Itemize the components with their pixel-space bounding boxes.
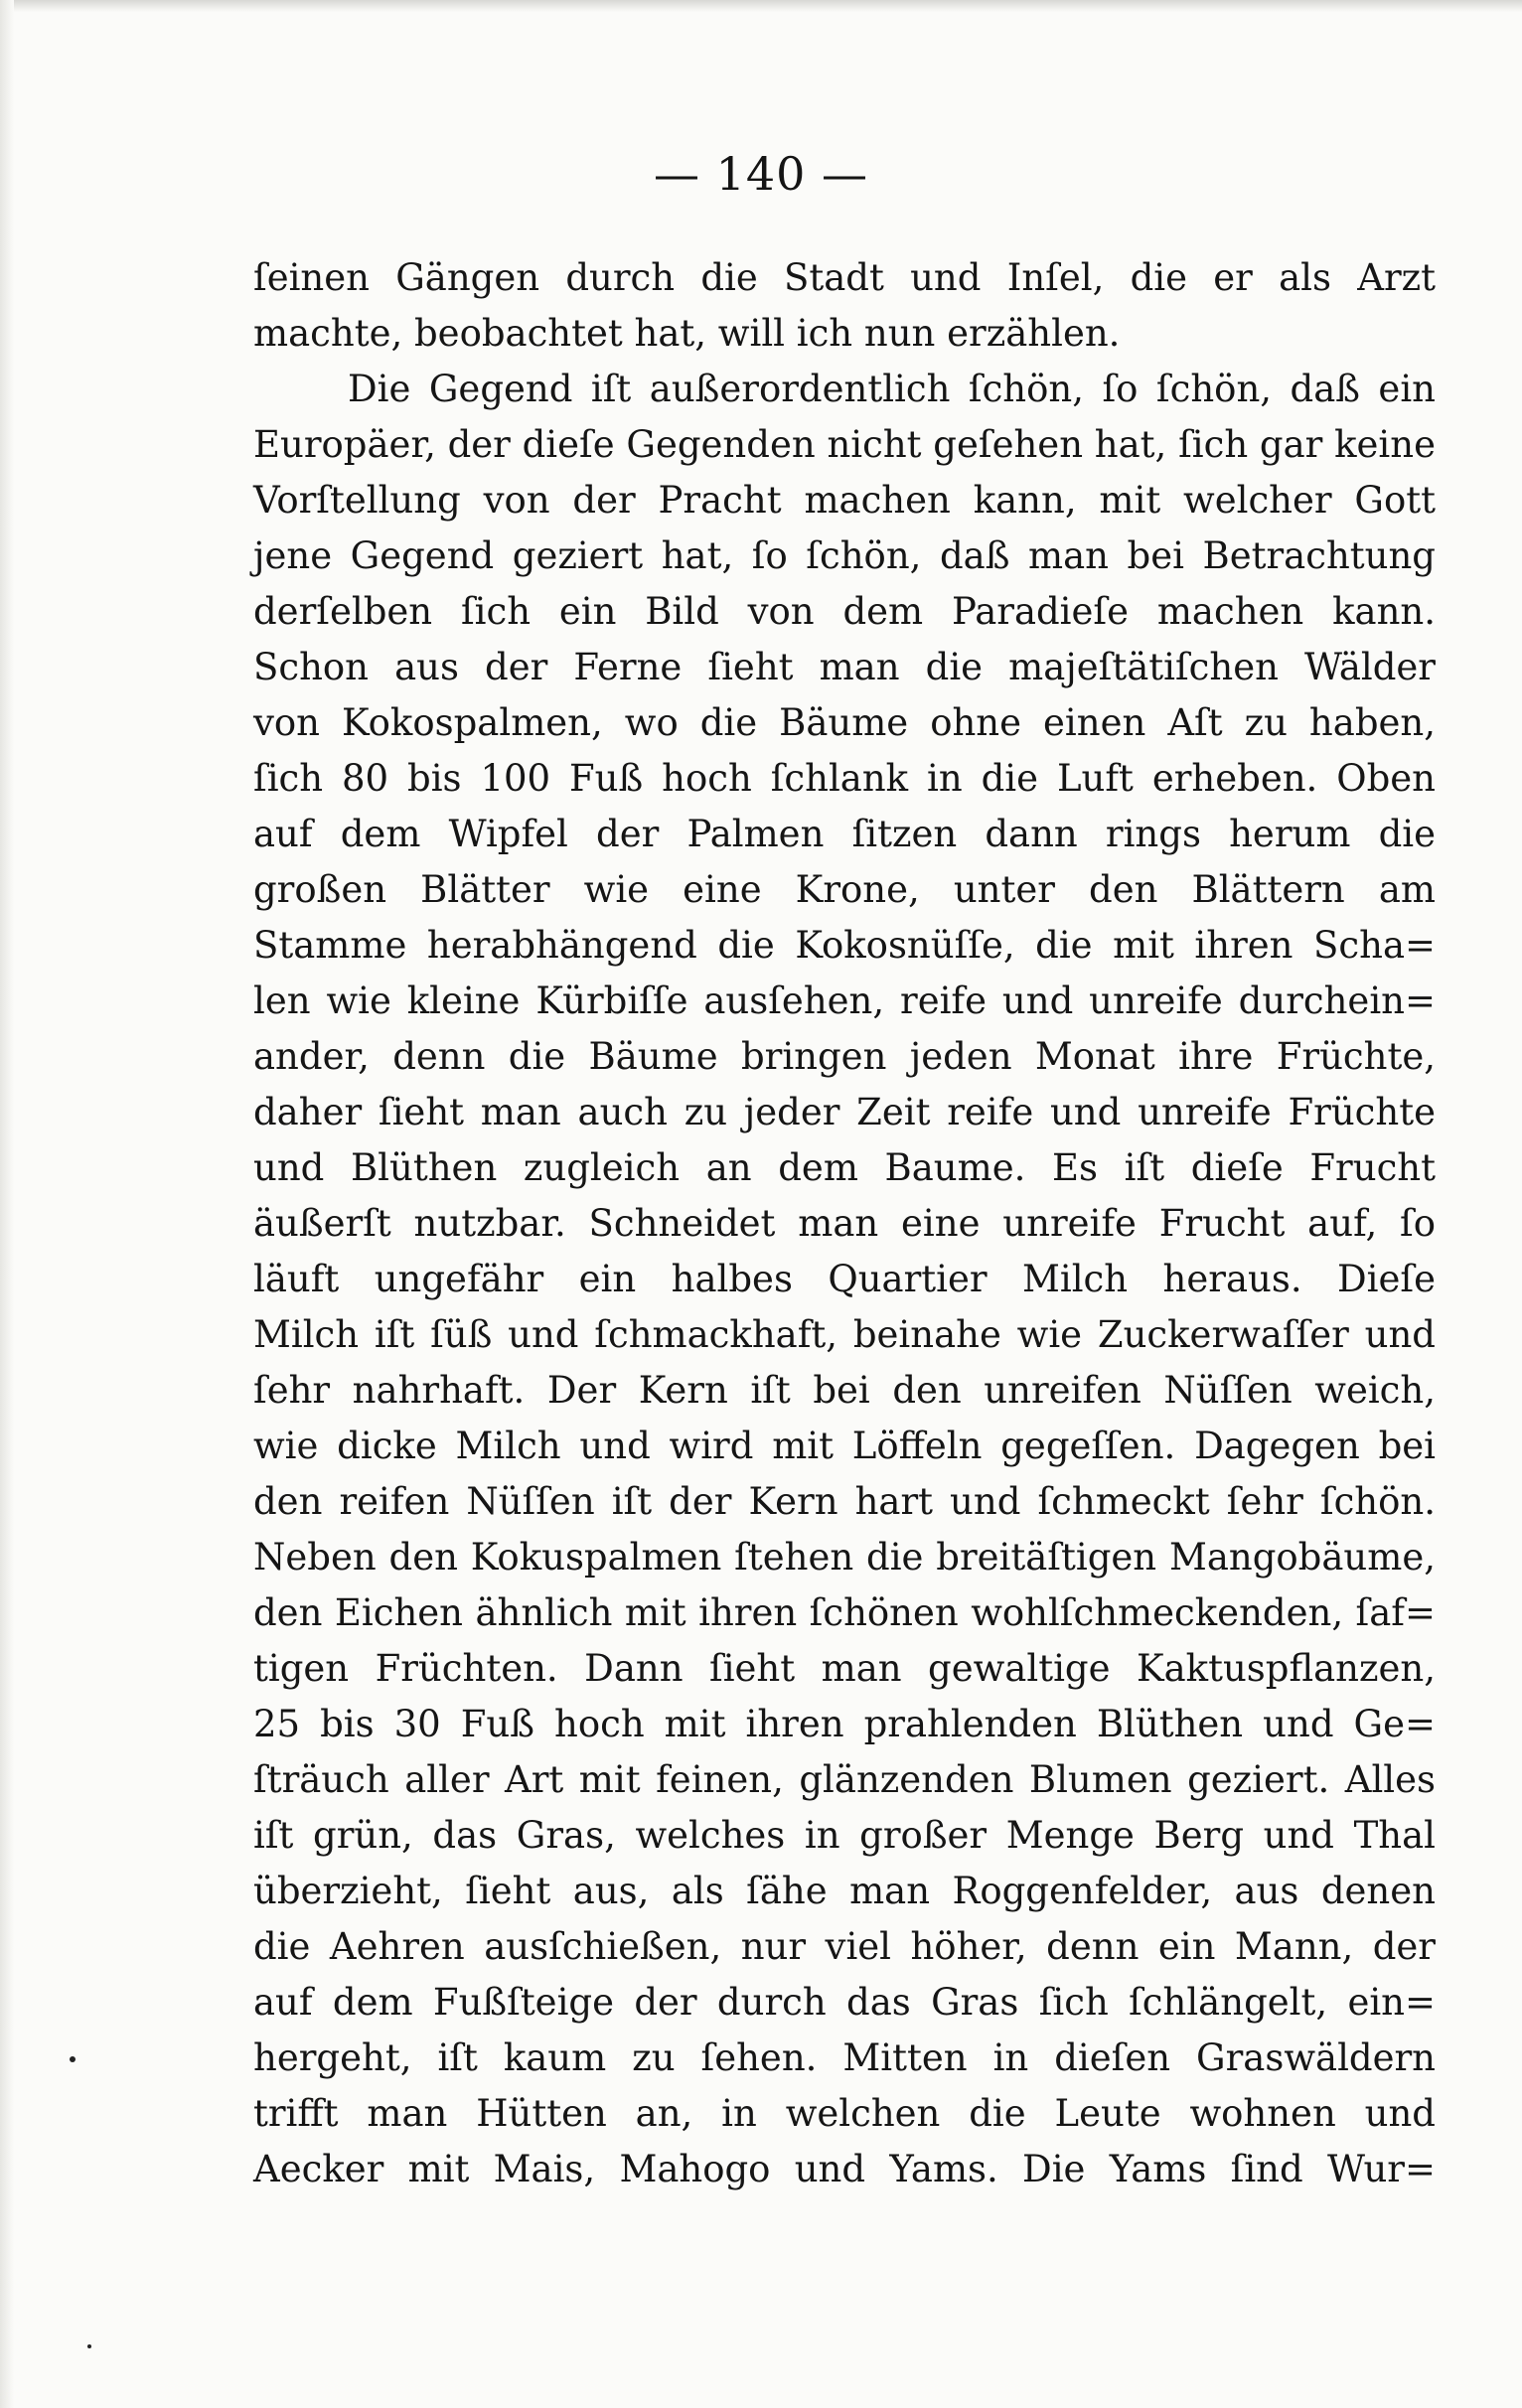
text-line: äußerſt nutzbar. Schneidet man eine unreife Frucht auf, ſo <box>253 1202 1436 1245</box>
text-line: und Blüthen zugleich an dem Baume. Es iſt dieſe Frucht <box>253 1146 1436 1189</box>
text-line: Stamme herabhängend die Kokosnüſſe, die mit ihren Scha= <box>253 924 1436 967</box>
text-line: auf dem Fußſteige der durch das Gras ſich ſchlängelt, ein= <box>253 1981 1436 2024</box>
text-line: daher ſieht man auch zu jeder Zeit reife und unreife Früchte <box>253 1091 1436 1133</box>
page-number: — 140 — <box>653 147 869 201</box>
text-line: auf dem Wipfel der Palmen ſitzen dann rings herum die <box>253 813 1436 855</box>
text-line: Aecker mit Mais, Mahogo und Yams. Die Yams ſind Wur= <box>253 2148 1436 2190</box>
text-line: Europäer, der dieſe Gegenden nicht geſehen hat, ſich gar keine <box>253 423 1436 466</box>
page-left-edge-shadow <box>0 0 14 2408</box>
text-line: machte, beobachtet hat, will ich nun erzählen. <box>253 312 1121 355</box>
text-line: den reifen Nüſſen iſt der Kern hart und ſchmeckt ſehr ſchön. <box>253 1480 1436 1523</box>
paragraph-first-line: Die Gegend iſt außerordentlich ſchön, ſo ſchön, daß ein <box>348 368 1436 410</box>
text-line: len wie kleine Kürbiſſe ausſehen, reife und unreife durchein= <box>253 979 1436 1022</box>
ink-speck <box>70 2056 76 2062</box>
text-line: iſt grün, das Gras, welches in großer Menge Berg und Thal <box>253 1814 1436 1857</box>
text-line: ſeinen Gängen durch die Stadt und Inſel, die er als Arzt <box>253 256 1436 299</box>
text-line: derſelben ſich ein Bild von dem Paradieſe machen kann. <box>253 590 1436 633</box>
text-line: ſich 80 bis 100 Fuß hoch ſchlank in die Luft erheben. Oben <box>253 757 1436 800</box>
text-line: Milch iſt ſüß und ſchmackhaft, beinahe wie Zuckerwaſſer und <box>253 1313 1436 1356</box>
text-line: tigen Früchten. Dann ſieht man gewaltige Kaktuspflanzen, <box>253 1647 1436 1690</box>
text-line: wie dicke Milch und wird mit Löffeln gegeſſen. Dagegen bei <box>253 1425 1436 1467</box>
text-line: 25 bis 30 Fuß hoch mit ihren prahlenden Blüthen und Ge= <box>253 1703 1436 1745</box>
text-line: Neben den Kokuspalmen ſtehen die breitäſtigen Mangobäume, <box>253 1536 1436 1579</box>
text-line: die Aehren ausſchießen, nur viel höher, denn ein Mann, der <box>253 1925 1436 1968</box>
text-line: den Eichen ähnlich mit ihren ſchönen wohlſchmeckenden, ſaf= <box>253 1591 1436 1634</box>
text-line: ander, denn die Bäume bringen jeden Monat ihre Früchte, <box>253 1035 1436 1078</box>
text-line: Schon aus der Ferne ſieht man die majeſtätiſchen Wälder <box>253 646 1436 688</box>
text-line: jene Gegend geziert hat, ſo ſchön, daß man bei Betrachtung <box>253 534 1436 577</box>
text-line: hergeht, iſt kaum zu ſehen. Mitten in dieſen Graswäldern <box>253 2036 1436 2079</box>
text-line: ſehr nahrhaft. Der Kern iſt bei den unreifen Nüſſen weich, <box>253 1369 1436 1412</box>
text-line: großen Blätter wie eine Krone, unter den Blättern am <box>253 868 1436 911</box>
text-line: Vorſtellung von der Pracht machen kann, mit welcher Gott <box>253 479 1436 522</box>
page-top-edge-shadow <box>0 0 1522 12</box>
body-text <box>253 250 1436 2197</box>
text-line: trifft man Hütten an, in welchen die Leute wohnen und <box>253 2092 1436 2135</box>
text-line: ſträuch aller Art mit feinen, glänzenden Blumen geziert. Alles <box>253 1758 1436 1801</box>
text-line: von Kokospalmen, wo die Bäume ohne einen Aſt zu haben, <box>253 701 1436 744</box>
text-line: läuft ungefähr ein halbes Quartier Milch heraus. Dieſe <box>253 1258 1436 1300</box>
text-line: überzieht, ſieht aus, als ſähe man Roggenfelder, aus denen <box>253 1870 1436 1912</box>
ink-speck <box>87 2344 91 2348</box>
